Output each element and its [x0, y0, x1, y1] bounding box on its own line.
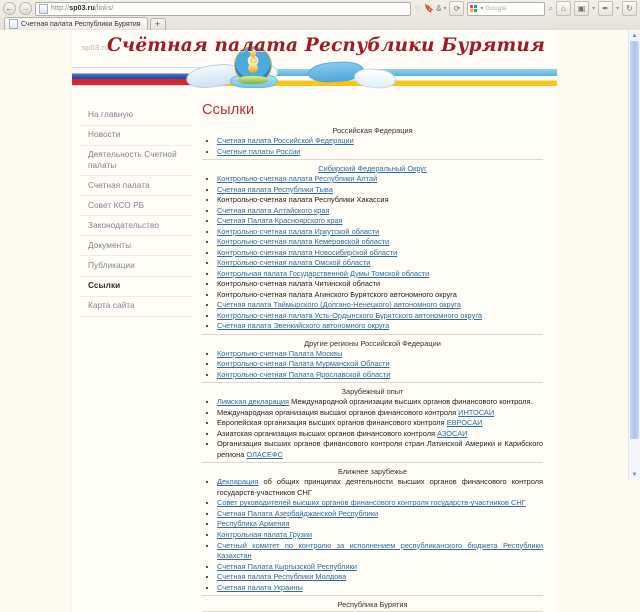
section-divider	[202, 159, 543, 160]
media-button[interactable]	[574, 1, 589, 16]
link[interactable]: Счетная Палата Кыргызской Республики	[217, 561, 357, 571]
list-item	[217, 185, 543, 196]
list-item	[217, 583, 543, 594]
reload-icon: ⟳	[453, 4, 461, 13]
list-item	[217, 248, 543, 259]
link[interactable]: Контрольно-счетная палата Усть-Ордынского Бурятского автономного округа	[217, 310, 482, 320]
section-heading: Республика Бурятия	[337, 600, 408, 610]
list-item	[217, 359, 543, 370]
list-item-text: Организация высших органов финансового контроля стран Латинской Америки и Карибского региона	[217, 439, 543, 459]
link[interactable]: Счетная палата Республики Молдова	[217, 572, 347, 582]
link[interactable]: Совет руководителей высших органов финансового контроля государств-участников СНГ	[217, 498, 526, 508]
emblem-khadag-scarf	[238, 76, 268, 84]
search-icon[interactable]: ⌕	[548, 3, 553, 13]
links-list	[202, 349, 543, 381]
list-item-text: об общих принципах деятельности высших органов финансового контроля государств-участников СНГ	[217, 477, 543, 497]
sidebar-item-4[interactable]: Совет КСО РБ	[80, 196, 192, 216]
list-item	[217, 136, 543, 147]
list-item	[217, 418, 543, 429]
list-item	[217, 439, 543, 460]
list-item	[217, 147, 543, 158]
scroll-down-arrow-icon[interactable]: ▼	[631, 471, 638, 478]
link[interactable]: Республика Армения	[217, 519, 290, 529]
sidebar-item-8[interactable]: Ссылки	[80, 277, 192, 297]
back-button[interactable]	[3, 2, 16, 15]
list-item	[217, 227, 543, 238]
link[interactable]: Контрольная палата Грузии	[217, 529, 313, 539]
list-item-text: Международная организация высших органов финансового контроля	[217, 407, 459, 417]
link[interactable]: Декларация	[217, 477, 259, 487]
url-text: http://sp03.ru/links/	[51, 5, 114, 12]
sync-button[interactable]	[622, 1, 637, 16]
page-favicon-icon	[39, 4, 48, 14]
list-item	[217, 349, 543, 360]
ampersand-icon[interactable]: &	[436, 3, 442, 13]
sync-icon: ↻	[626, 4, 633, 13]
reload-button[interactable]	[449, 1, 464, 16]
list-item	[217, 572, 543, 583]
link[interactable]: Контрольно-счетная палата Иркутской области	[217, 226, 380, 236]
page-viewport	[0, 30, 640, 610]
pen-icon: ✒	[602, 4, 609, 13]
list-item	[217, 519, 543, 530]
sidebar-item-6[interactable]: Документы	[80, 236, 192, 256]
sidebar-item-3[interactable]: Счетная палата	[80, 176, 192, 196]
list-item	[217, 174, 543, 185]
link[interactable]: Контрольно-счетная палата Республики Алтай	[217, 174, 378, 184]
sidebar-menu	[80, 106, 192, 317]
section-divider	[202, 382, 543, 383]
chevron-down-icon[interactable]: ▾	[615, 6, 619, 12]
list-item	[217, 269, 543, 280]
list-item	[217, 562, 543, 573]
home-icon: ⌂	[561, 4, 566, 13]
site-body	[72, 92, 557, 612]
list-item	[217, 530, 543, 541]
list-item	[217, 311, 543, 322]
link[interactable]: Счетная палата Эвенкийского автономного округа	[217, 321, 390, 331]
section-heading: Другие регионы Российской Федерации	[304, 338, 441, 348]
link[interactable]: Счетная палата Республики Тыва	[217, 184, 333, 194]
list-item: • Контрольно-счетная палата Агинского Бурятского автономного округа	[217, 290, 543, 301]
link[interactable]: Контрольно-счетная палата Омской области	[217, 258, 371, 268]
list-item: • Контрольно-счетная палата Республики Хакассия	[217, 195, 543, 206]
list-item-text: Европейская организация высших органов финансового контроля	[217, 418, 447, 428]
link[interactable]: Счетная палата Украины	[217, 582, 303, 592]
links-sections	[202, 126, 543, 612]
chevron-down-icon[interactable]: ▾	[443, 6, 447, 12]
list-item	[217, 397, 543, 408]
link[interactable]: ИНТОСАИ	[458, 407, 495, 417]
link[interactable]: Лимская декларация	[217, 397, 290, 407]
section-divider	[202, 462, 543, 463]
main-content	[192, 92, 557, 612]
section-heading	[202, 164, 543, 173]
section-divider	[202, 334, 543, 335]
sidebar-item-2[interactable]: Деятельность Счетной палаты	[80, 146, 192, 176]
list-item-text: Азиатская организация высших органов финансового контроля	[217, 428, 438, 438]
sidebar-navigation	[72, 92, 192, 317]
link[interactable]: Счетная Палата Азербайджанской Республики	[217, 508, 379, 518]
section-heading: Зарубежный опыт	[341, 387, 404, 397]
section-heading-link[interactable]: Сибирский Федеральный Округ	[318, 164, 427, 174]
sidebar-item-1[interactable]: Новости	[80, 126, 192, 146]
site-header-banner	[72, 30, 557, 92]
search-input[interactable]	[467, 2, 545, 16]
link[interactable]: Счетная Палата Красноярского края	[217, 216, 343, 226]
link[interactable]: АЗОСАИ	[437, 428, 468, 438]
list-item	[217, 408, 543, 419]
link[interactable]: Счетная палата Российской Федерации	[217, 136, 354, 145]
address-bar-actions	[414, 4, 446, 13]
links-list	[202, 397, 543, 460]
plus-icon: +	[154, 19, 161, 29]
list-item	[217, 541, 543, 562]
link[interactable]: Контрольно-счетная Палата Москвы	[217, 348, 343, 358]
list-item	[217, 429, 543, 440]
forward-button[interactable]	[19, 2, 32, 15]
vertical-scrollbar[interactable]	[628, 30, 640, 480]
link[interactable]: Счетная палата Алтайского края	[217, 205, 330, 215]
list-item	[217, 300, 543, 311]
links-list	[202, 136, 543, 157]
link[interactable]: Контрольная палата Государственной Думы Томской области	[217, 268, 430, 278]
link[interactable]: Контрольно-счетная Палата Мурманской Области	[217, 359, 390, 369]
list-item: • Контрольно-счетная палата Читинской области	[217, 279, 543, 290]
links-list	[202, 477, 543, 593]
tab-title: Счетная палата Республики Бурятия	[21, 20, 141, 28]
site-domain-label: sp03.ru	[82, 43, 110, 52]
list-item	[217, 206, 543, 217]
chevron-down-icon[interactable]: ▾	[480, 6, 484, 12]
sidebar-item-7[interactable]: Публикации	[80, 256, 192, 276]
list-item	[217, 216, 543, 227]
list-item	[217, 498, 543, 509]
scrollbar-thumb[interactable]	[630, 41, 639, 439]
home-button[interactable]	[556, 1, 571, 16]
page-title: Ссылки	[202, 102, 255, 118]
link-tool-button[interactable]	[598, 1, 613, 16]
back-arrow-icon: ←	[5, 3, 14, 13]
list-item	[217, 477, 543, 498]
list-item	[217, 237, 543, 248]
link[interactable]: Счетные палаты России	[217, 146, 301, 156]
navigation-toolbar	[0, 0, 640, 16]
sidebar-item-9[interactable]: Карта сайта	[80, 297, 192, 317]
tab-active[interactable]	[4, 17, 148, 30]
site-title: Счётная палата Республики Бурятия	[106, 35, 545, 56]
sidebar-item-5[interactable]: Законодательство	[80, 216, 192, 236]
browser-chrome	[0, 0, 640, 31]
links-list	[202, 174, 543, 332]
list-item	[217, 509, 543, 520]
list-item	[217, 321, 543, 332]
list-item	[217, 370, 543, 381]
chevron-down-icon[interactable]: ▾	[591, 6, 595, 12]
bookmark-tag-icon[interactable]: 🔖	[424, 3, 435, 13]
list-item	[217, 258, 543, 269]
new-tab-button[interactable]	[150, 18, 166, 30]
list-item-text: Международной организации высших органов финансового контроля.	[289, 397, 533, 407]
google-icon	[470, 5, 478, 13]
link[interactable]: ОЛАСЕФС	[246, 449, 283, 459]
link[interactable]: Счетная палата Таймырского (Долгано-Ненецкого) автономного округа	[217, 300, 461, 310]
section-divider	[202, 595, 543, 596]
address-bar[interactable]	[35, 2, 411, 16]
link[interactable]: Счетный комитет по контролю за исполнением республиканского бюджета Республики Казахстан	[217, 540, 543, 561]
search-placeholder: Google	[485, 5, 507, 12]
media-icon: ▣	[577, 4, 586, 13]
sidebar-item-0[interactable]: На главную	[80, 106, 192, 126]
site-container	[72, 30, 557, 612]
bookmark-star-icon[interactable]: ☆	[414, 3, 423, 13]
web-page	[0, 30, 629, 610]
link[interactable]: ЕВРОСАИ	[446, 418, 483, 428]
soyombo-moon	[248, 63, 258, 73]
tab-favicon-icon	[9, 19, 18, 29]
forward-arrow-icon: →	[21, 3, 30, 13]
link[interactable]: Контрольно-счетная палата Кемеровской области	[217, 237, 390, 247]
scroll-up-arrow-icon[interactable]: ▲	[631, 32, 638, 39]
section-heading: Ближнее зарубежье	[338, 467, 407, 477]
link[interactable]: Контрольно-счетная палата Новосибирской области	[217, 247, 398, 257]
tab-strip	[0, 16, 640, 30]
link[interactable]: Контрольно-счетная Палата Ярославской области	[217, 369, 391, 379]
section-heading: Российская Федерация	[332, 126, 413, 135]
